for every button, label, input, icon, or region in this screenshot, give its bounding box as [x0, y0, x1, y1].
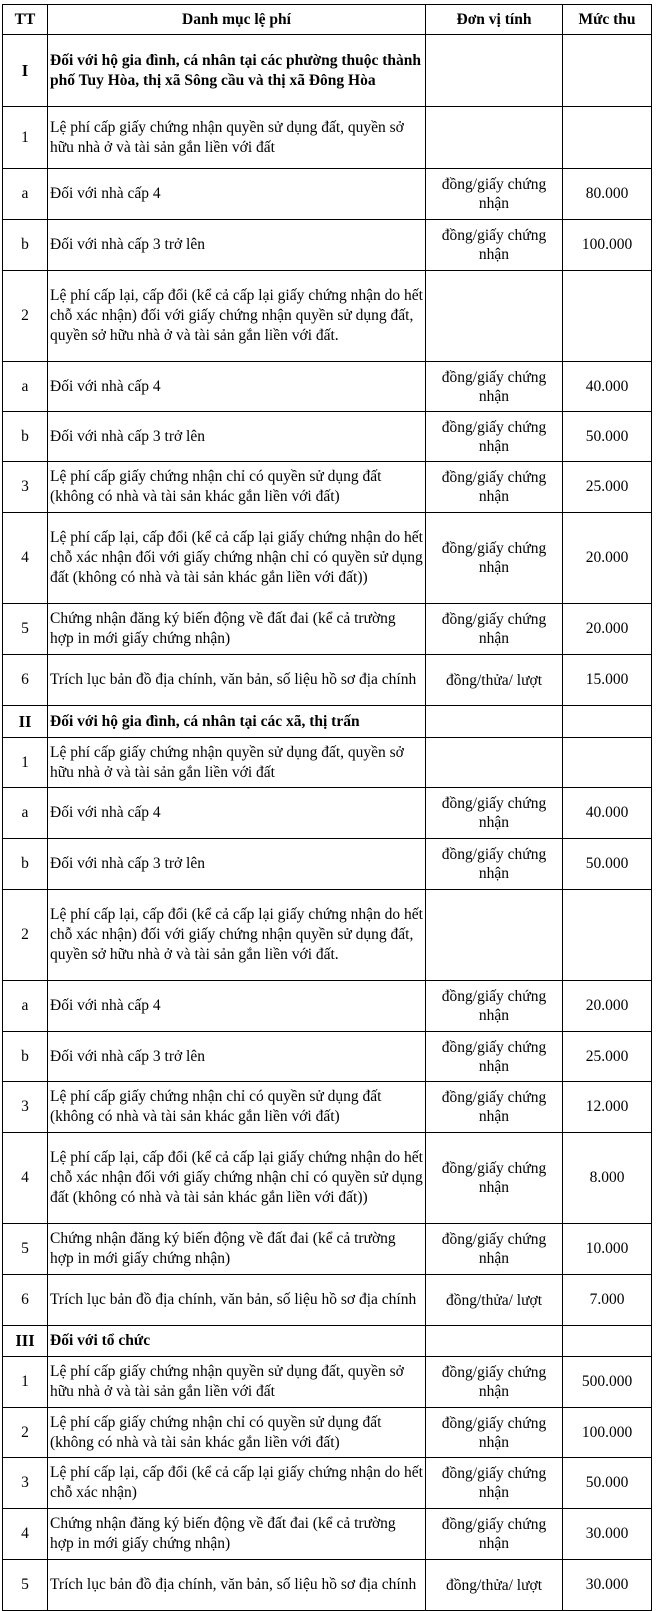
fee-amount: [563, 35, 652, 107]
row-number: 5: [3, 604, 48, 655]
table-header-row: [3, 5, 652, 35]
row-number: 2: [3, 890, 48, 981]
table-row: [3, 1082, 652, 1133]
row-number: 6: [3, 1275, 48, 1326]
fee-amount: 7.000: [563, 1275, 652, 1326]
fee-category: Chứng nhận đăng ký biến động về đất đai (kể cả trường hợp in mới giấy chứng nhận): [48, 1509, 426, 1560]
row-number: b: [3, 1032, 48, 1082]
table-row: [3, 1275, 652, 1326]
unit-cell: đồng/giấy chứng nhận: [426, 1458, 563, 1509]
unit-cell: đồng/giấy chứng nhận: [426, 513, 563, 604]
fee-category: Trích lục bản đồ địa chính, văn bản, số liệu hồ sơ địa chính: [48, 1560, 426, 1611]
unit-cell: đồng/giấy chứng nhận: [426, 462, 563, 513]
section-row: [3, 35, 652, 107]
fee-category: Lệ phí cấp giấy chứng nhận quyền sử dụng đất, quyền sở hữu nhà ở và tài sản gắn liền với đất: [48, 1357, 426, 1408]
unit-cell: đồng/giấy chứng nhận: [426, 1408, 563, 1458]
unit-cell: đồng/giấy chứng nhận: [426, 839, 563, 890]
row-number: 1: [3, 738, 48, 788]
fee-category: Lệ phí cấp giấy chứng nhận chỉ có quyền sử dụng đất (không có nhà và tài sản khác gắn liền với đất): [48, 1082, 426, 1133]
row-number: 4: [3, 1133, 48, 1224]
fee-category: Lệ phí cấp giấy chứng nhận chỉ có quyền sử dụng đất (không có nhà và tài sản khác gắn liền với đất): [48, 1408, 426, 1458]
table-row: [3, 362, 652, 412]
fee-amount: 40.000: [563, 362, 652, 412]
unit-cell: đồng/thửa/ lượt: [426, 1560, 563, 1611]
fee-category: Đối với nhà cấp 4: [48, 788, 426, 839]
unit-cell: đồng/giấy chứng nhận: [426, 1082, 563, 1133]
row-number: 4: [3, 513, 48, 604]
unit-cell: đồng/thửa/ lượt: [426, 655, 563, 706]
fee-amount: 30.000: [563, 1560, 652, 1611]
row-number: a: [3, 169, 48, 220]
row-number: 4: [3, 1509, 48, 1560]
fee-amount: 20.000: [563, 604, 652, 655]
unit-cell: đồng/giấy chứng nhận: [426, 1357, 563, 1408]
table-row: [3, 1458, 652, 1509]
unit-cell: [426, 271, 563, 362]
fee-amount: [563, 1326, 652, 1357]
table-row: [3, 1133, 652, 1224]
unit-cell: [426, 890, 563, 981]
table-row: [3, 169, 652, 220]
header-fee-category: Danh mục lệ phí: [48, 5, 426, 35]
unit-cell: đồng/giấy chứng nhận: [426, 1032, 563, 1082]
header-fee-amount: Mức thu: [563, 5, 652, 35]
table-row: [3, 1224, 652, 1275]
unit-cell: đồng/thửa/ lượt: [426, 1275, 563, 1326]
section-row: [3, 706, 652, 738]
row-number: I: [3, 35, 48, 107]
fee-category: Lệ phí cấp lại, cấp đổi (kể cả cấp lại giấy chứng nhận do hết chỗ xác nhận) đối với giấy chứng nhận quyền sử dụng đất, quyền sở hữu nhà ở và tài sản gắn liền với đất.: [48, 890, 426, 981]
table-row: [3, 1357, 652, 1408]
row-number: a: [3, 362, 48, 412]
fee-amount: 25.000: [563, 462, 652, 513]
fee-category: Chứng nhận đăng ký biến động về đất đai (kể cả trường hợp in mới giấy chứng nhận): [48, 1224, 426, 1275]
fee-amount: 40.000: [563, 788, 652, 839]
fee-amount: [563, 890, 652, 981]
fee-amount: 12.000: [563, 1082, 652, 1133]
row-number: a: [3, 788, 48, 839]
unit-cell: đồng/giấy chứng nhận: [426, 169, 563, 220]
row-number: 2: [3, 271, 48, 362]
fee-category: Lệ phí cấp giấy chứng nhận chỉ có quyền sử dụng đất (không có nhà và tài sản khác gắn liền với đất): [48, 462, 426, 513]
fee-amount: 50.000: [563, 1458, 652, 1509]
row-number: II: [3, 706, 48, 738]
unit-cell: đồng/giấy chứng nhận: [426, 981, 563, 1032]
row-number: 3: [3, 1458, 48, 1509]
fee-amount: 15.000: [563, 655, 652, 706]
header-unit: Đơn vị tính: [426, 5, 563, 35]
table-row: [3, 655, 652, 706]
fee-category: Đối với nhà cấp 3 trở lên: [48, 839, 426, 890]
fee-category: Đối với nhà cấp 4: [48, 981, 426, 1032]
unit-cell: đồng/giấy chứng nhận: [426, 412, 563, 462]
table-row: [3, 513, 652, 604]
fee-amount: 50.000: [563, 839, 652, 890]
fee-category: Đối với nhà cấp 4: [48, 169, 426, 220]
fee-category: Đối với hộ gia đình, cá nhân tại các phường thuộc thành phố Tuy Hòa, thị xã Sông cầu và thị xã Đông Hòa: [48, 35, 426, 107]
fee-category: Lệ phí cấp giấy chứng nhận quyền sử dụng đất, quyền sở hữu nhà ở và tài sản gắn liền với đất: [48, 107, 426, 169]
table-row: [3, 1032, 652, 1082]
fee-amount: 20.000: [563, 981, 652, 1032]
table-row: [3, 981, 652, 1032]
fee-category: Trích lục bản đồ địa chính, văn bản, số liệu hồ sơ địa chính: [48, 1275, 426, 1326]
row-number: b: [3, 220, 48, 271]
fee-amount: [563, 738, 652, 788]
row-number: 5: [3, 1224, 48, 1275]
row-number: 3: [3, 462, 48, 513]
table-row: [3, 604, 652, 655]
unit-cell: [426, 738, 563, 788]
fee-table: [2, 4, 652, 1611]
row-number: 1: [3, 107, 48, 169]
fee-amount: 100.000: [563, 1408, 652, 1458]
fee-amount: 25.000: [563, 1032, 652, 1082]
header-tt: TT: [3, 5, 48, 35]
table-row: [3, 788, 652, 839]
fee-amount: 30.000: [563, 1509, 652, 1560]
row-number: b: [3, 839, 48, 890]
fee-category: Lệ phí cấp giấy chứng nhận quyền sử dụng đất, quyền sở hữu nhà ở và tài sản gắn liền với đất: [48, 738, 426, 788]
table-row: [3, 839, 652, 890]
fee-amount: 500.000: [563, 1357, 652, 1408]
unit-cell: [426, 107, 563, 169]
section-row: [3, 1326, 652, 1357]
table-row: [3, 271, 652, 362]
table-row: [3, 412, 652, 462]
fee-category: Chứng nhận đăng ký biến động về đất đai (kể cả trường hợp in mới giấy chứng nhận): [48, 604, 426, 655]
row-number: 3: [3, 1082, 48, 1133]
fee-category: Lệ phí cấp lại, cấp đổi (kể cả cấp lại giấy chứng nhận do hết chỗ xác nhận) đối với giấy chứng nhận quyền sử dụng đất, quyền sở hữu nhà ở và tài sản gắn liền với đất.: [48, 271, 426, 362]
row-number: a: [3, 981, 48, 1032]
table-row: [3, 1509, 652, 1560]
unit-cell: đồng/giấy chứng nhận: [426, 1133, 563, 1224]
fee-category: Đối với nhà cấp 3 trở lên: [48, 220, 426, 271]
fee-category: Đối với hộ gia đình, cá nhân tại các xã, thị trấn: [48, 706, 426, 738]
fee-amount: [563, 271, 652, 362]
row-number: b: [3, 412, 48, 462]
unit-cell: đồng/giấy chứng nhận: [426, 604, 563, 655]
unit-cell: đồng/giấy chứng nhận: [426, 788, 563, 839]
fee-amount: [563, 706, 652, 738]
row-number: 1: [3, 1357, 48, 1408]
unit-cell: [426, 1326, 563, 1357]
fee-category: Lệ phí cấp lại, cấp đổi (kể cả cấp lại giấy chứng nhận do hết chỗ xác nhận): [48, 1458, 426, 1509]
fee-category: Trích lục bản đồ địa chính, văn bản, số liệu hồ sơ địa chính: [48, 655, 426, 706]
fee-category: Đối với tổ chức: [48, 1326, 426, 1357]
unit-cell: đồng/giấy chứng nhận: [426, 1509, 563, 1560]
row-number: 5: [3, 1560, 48, 1611]
fee-category: Lệ phí cấp lại, cấp đổi (kể cả cấp lại giấy chứng nhận do hết chỗ xác nhận đối với giấy chứng nhận chỉ có quyền sử dụng đất (không có nhà và tài sản khác gắn liền với đất)): [48, 513, 426, 604]
unit-cell: [426, 35, 563, 107]
unit-cell: [426, 706, 563, 738]
unit-cell: đồng/giấy chứng nhận: [426, 220, 563, 271]
fee-category: Đối với nhà cấp 3 trở lên: [48, 1032, 426, 1082]
fee-category: Lệ phí cấp lại, cấp đổi (kể cả cấp lại giấy chứng nhận do hết chỗ xác nhận đối với giấy chứng nhận chỉ có quyền sử dụng đất (không có nhà và tài sản khác gắn liền với đất)): [48, 1133, 426, 1224]
unit-cell: đồng/giấy chứng nhận: [426, 362, 563, 412]
table-row: [3, 107, 652, 169]
table-row: [3, 738, 652, 788]
fee-amount: 100.000: [563, 220, 652, 271]
row-number: III: [3, 1326, 48, 1357]
fee-amount: [563, 107, 652, 169]
fee-amount: 20.000: [563, 513, 652, 604]
fee-category: Đối với nhà cấp 4: [48, 362, 426, 412]
fee-amount: 80.000: [563, 169, 652, 220]
fee-amount: 8.000: [563, 1133, 652, 1224]
row-number: 2: [3, 1408, 48, 1458]
table-row: [3, 220, 652, 271]
row-number: 6: [3, 655, 48, 706]
table-row: [3, 462, 652, 513]
unit-cell: đồng/giấy chứng nhận: [426, 1224, 563, 1275]
fee-amount: 50.000: [563, 412, 652, 462]
fee-amount: 10.000: [563, 1224, 652, 1275]
table-row: [3, 1408, 652, 1458]
table-body: [3, 35, 652, 1611]
fee-category: Đối với nhà cấp 3 trở lên: [48, 412, 426, 462]
table-row: [3, 890, 652, 981]
